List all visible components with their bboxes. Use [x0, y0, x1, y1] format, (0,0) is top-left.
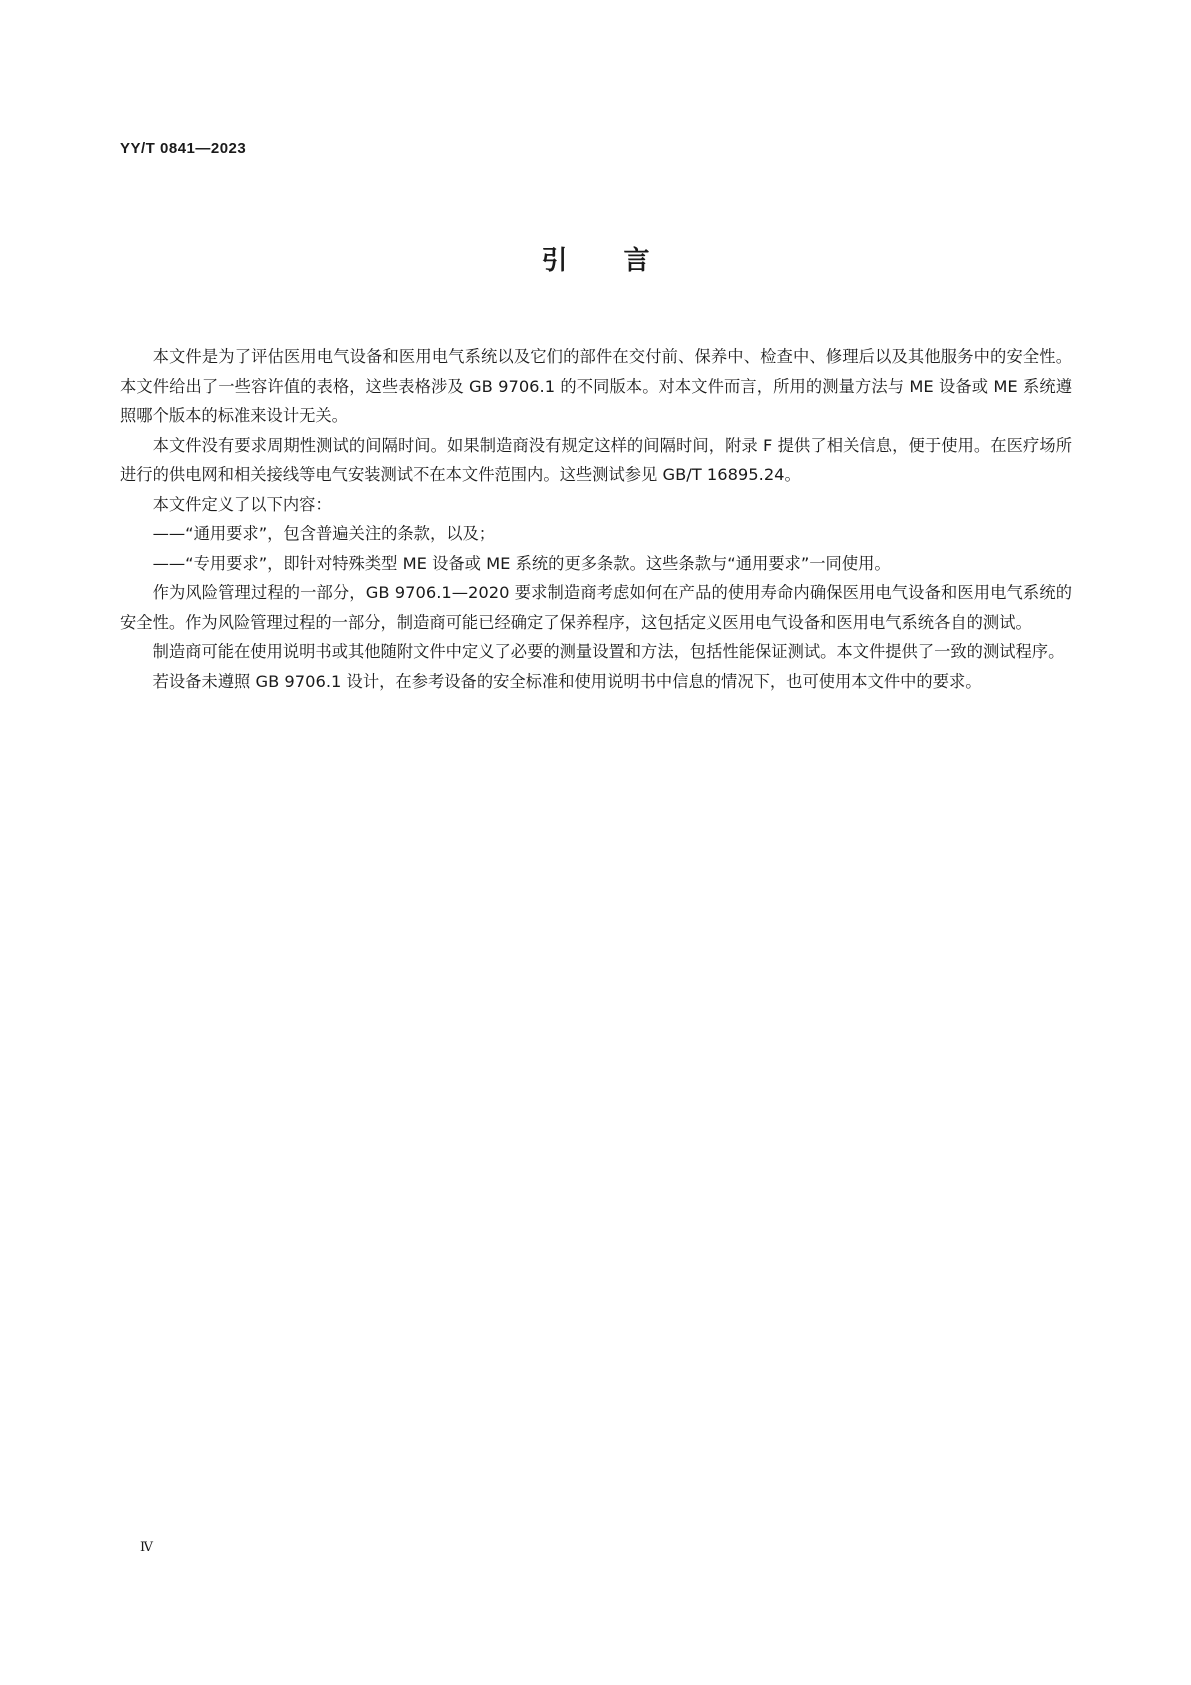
page-title: 引言 — [541, 246, 706, 276]
paragraph-risk-management: 作为风险管理过程的一部分，GB 9706.1—2020 要求制造商考虑如何在产品的使用寿命内确保医用电气设备和医用电气系统的安全性。作为风险管理过程的一部分，制造商可能已经确定了保养程序，这包括定义医用电气设备和医用电气系统各自的测试。 — [120, 583, 1072, 632]
list-item-particular-requirements: ——“专用要求”，即针对特殊类型 ME 设备或 ME 系统的更多条款。这些条款与“通用要求”一同使用。 — [152, 553, 891, 573]
paragraph-definitions-intro: 本文件定义了以下内容： — [152, 494, 332, 514]
paragraph-purpose: 本文件是为了评估医用电气设备和医用电气系统以及它们的部件在交付前、保养中、检查中、修理后以及其他服务中的安全性。本文件给出了一些容许值的表格，这些表格涉及 GB 9706.1 的不同版本。对本文件而言，所用的测量方法与 ME 设备或 ME 系统遵照哪个版本的标准来设计无关。 — [120, 347, 1072, 425]
paragraph-test-procedures: 制造商可能在使用说明书或其他随附文件中定义了必要的测量设置和方法，包括性能保证测试。本文件提供了一致的测试程序。 — [152, 642, 1065, 661]
document-code: YY/T 0841—2023 — [120, 140, 247, 157]
paragraph-non-compliant-equipment: 若设备未遵照 GB 9706.1 设计，在参考设备的安全标准和使用说明书中信息的情况下，也可使用本文件中的要求。 — [152, 671, 982, 691]
document-body — [120, 342, 1072, 696]
paragraph-interval: 本文件没有要求周期性测试的间隔时间。如果制造商没有规定这样的间隔时间，附录 F 提供了相关信息，便于使用。在医疗场所进行的供电网和相关接线等电气安装测试不在本文件范围内。这些测试参见 GB/T 16895.24。 — [120, 435, 1072, 484]
list-item-general-requirements: ——“通用要求”，包含普遍关注的条款，以及； — [152, 524, 496, 543]
page-number: Ⅳ — [140, 1540, 153, 1555]
